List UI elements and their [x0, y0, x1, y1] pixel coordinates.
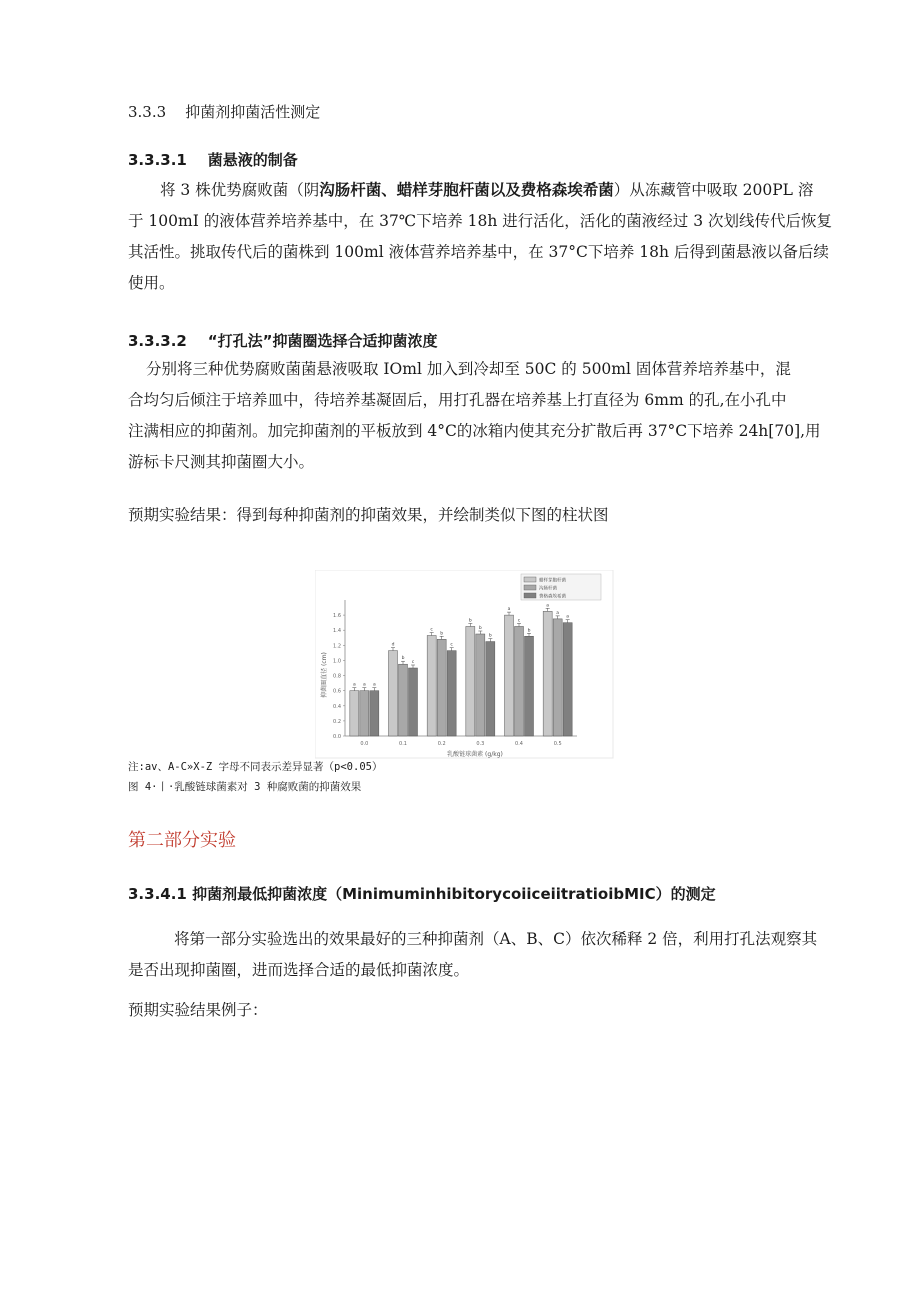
section-title: 抑菌剂抑菌活性测定 — [185, 103, 321, 121]
figure-note: 注:av、A-C»X-Z 字母不同表示差异显著（p<0.05） — [128, 761, 383, 773]
y-tick-label: 1.4 — [333, 628, 341, 635]
section-title: “打孔法”抑菌圈选择合适抑菌浓度 — [207, 332, 438, 350]
para2-line3: 注满相应的抑菌剂。加完抑菌剂的平板放到 4°C的冰箱内使其充分扩散后再 37°C下培养 24h[70],用 — [128, 422, 821, 440]
y-tick-label: 0.2 — [333, 718, 341, 725]
significance-label: c — [430, 627, 433, 633]
bar — [409, 668, 418, 736]
section-number: 3.3.3 — [128, 103, 167, 121]
chart-legend — [521, 574, 601, 600]
y-tick-label: 0.8 — [333, 673, 341, 680]
significance-label: d — [391, 642, 395, 648]
section-number: 3.3.4.1 — [128, 885, 187, 903]
legend-swatch — [524, 585, 536, 590]
paragraph-mic — [128, 924, 818, 986]
legend-label: 费格森埃希菌 — [539, 594, 566, 600]
bar — [476, 634, 485, 736]
section-title: 抑菌剂最低抑菌浓度（MinimuminhibitorycoiiceiitratioibMIC）的测定 — [192, 885, 716, 903]
significance-label: a — [546, 603, 550, 609]
paragraph-punch-method — [128, 354, 821, 478]
x-tick-label: 0.0 — [360, 741, 369, 747]
bar — [466, 626, 475, 736]
legend-label: 蜡样芽胞杆菌 — [539, 578, 566, 584]
significance-label: a — [566, 614, 570, 620]
y-axis-label: 抑菌圈直径 (cm) — [321, 652, 328, 698]
para1-line4: 使用。 — [128, 274, 175, 292]
bar-chart — [315, 570, 615, 760]
bar — [350, 691, 359, 736]
bar — [515, 626, 524, 736]
section-3-3-3-2-heading — [128, 330, 437, 351]
significance-label: b — [440, 631, 444, 637]
para2-line4: 游标卡尺测其抑菌圈大小。 — [128, 453, 315, 471]
section-3-3-3-heading — [128, 101, 320, 122]
para2-line2: 合均匀后倾注于培养皿中，待培养基凝固后，用打孔器在培养基上打直径为 6mm 的孔,在小孔中 — [128, 391, 787, 409]
legend-swatch — [524, 593, 536, 598]
para1-text-a: 将 3 株优势腐败菌（阴 — [160, 181, 320, 199]
significance-label: a — [352, 682, 356, 688]
bar — [505, 615, 514, 736]
section-number: 3.3.3.1 — [128, 151, 187, 169]
section-3-3-3-1-heading — [128, 149, 298, 170]
bar — [553, 619, 562, 736]
expected-result-text: 预期实验结果：得到每种抑菌剂的抑菌效果，并绘制类似下图的柱状图 — [128, 506, 609, 524]
significance-label: b — [488, 633, 492, 639]
bar — [563, 623, 572, 736]
significance-label: c — [450, 642, 453, 648]
x-tick-label: 0.1 — [399, 741, 407, 747]
y-tick-label: 1.2 — [333, 643, 341, 650]
bar — [427, 636, 436, 736]
significance-label: a — [507, 607, 511, 613]
section-title: 菌悬液的制备 — [207, 151, 298, 169]
legend-label: 沟肠杆菌 — [539, 586, 557, 592]
bar — [543, 611, 552, 736]
y-tick-label: 0.6 — [333, 688, 341, 695]
bar — [437, 639, 446, 736]
significance-label: b — [401, 656, 405, 662]
x-tick-label: 0.4 — [515, 741, 523, 747]
bar — [399, 664, 408, 736]
significance-label: b — [478, 626, 482, 631]
section-number: 3.3.3.2 — [128, 332, 187, 350]
x-tick-label: 0.3 — [476, 741, 485, 747]
bar — [486, 642, 495, 736]
para1-bacteria-names: 沟肠杆菌、蜡样芽胞杆菌以及费格森埃希菌 — [319, 181, 614, 199]
bar — [360, 691, 369, 736]
x-tick-label: 0.5 — [553, 741, 562, 747]
bar — [447, 651, 456, 736]
y-tick-label: 1.0 — [333, 658, 341, 665]
expected-result-example: 预期实验结果例子： — [128, 1001, 268, 1019]
significance-label: a — [372, 682, 376, 688]
significance-label: a — [556, 610, 560, 616]
figure-caption: 图 4·丨·乳酸链球菌素对 3 种腐败菌的抑菌效果 — [128, 781, 362, 793]
para1-text-b: ）从冻藏管中吸取 200PL 溶 — [613, 181, 814, 199]
para3-line1: 将第一部分实验选出的效果最好的三种抑菌剂（A、B、C）依次稀释 2 倍，利用打孔法观察其 — [174, 930, 818, 948]
legend-swatch — [524, 577, 536, 582]
bar — [389, 651, 398, 736]
part2-title: 第二部分实验 — [128, 830, 236, 851]
x-axis-label: 乳酸链球菌素 (g/kg) — [447, 751, 503, 758]
y-tick-label: 0.4 — [333, 703, 341, 710]
y-tick-label: 0.0 — [333, 734, 341, 740]
para2-line1: 分别将三种优势腐败菌菌悬液吸取 IOml 加入到冷却至 50C 的 500ml 固体营养培养基中，混 — [146, 360, 791, 378]
significance-label: a — [362, 682, 366, 688]
bar — [525, 636, 534, 736]
bar — [370, 691, 379, 736]
y-tick-label: 1.6 — [333, 613, 341, 620]
significance-label: b — [527, 628, 531, 634]
section-3-3-4-1-heading — [128, 883, 716, 904]
x-tick-label: 0.2 — [437, 741, 446, 747]
paragraph-suspension-prep — [128, 175, 833, 299]
para1-line3: 其活性。挑取传代后的菌株到 100ml 液体营养培养基中，在 37°C下培养 18h 后得到菌悬液以备后续 — [128, 243, 829, 261]
significance-label: c — [411, 660, 415, 665]
para1-line2: 于 100mI 的液体营养培养基中，在 37℃下培养 18h 进行活化，活化的菌液经过 3 次划线传代后恢复 — [128, 212, 833, 230]
significance-label: c — [517, 618, 521, 624]
significance-label: b — [468, 618, 472, 624]
para3-line2: 是否出现抑菌圈，进而选择合适的最低抑菌浓度。 — [128, 961, 470, 979]
